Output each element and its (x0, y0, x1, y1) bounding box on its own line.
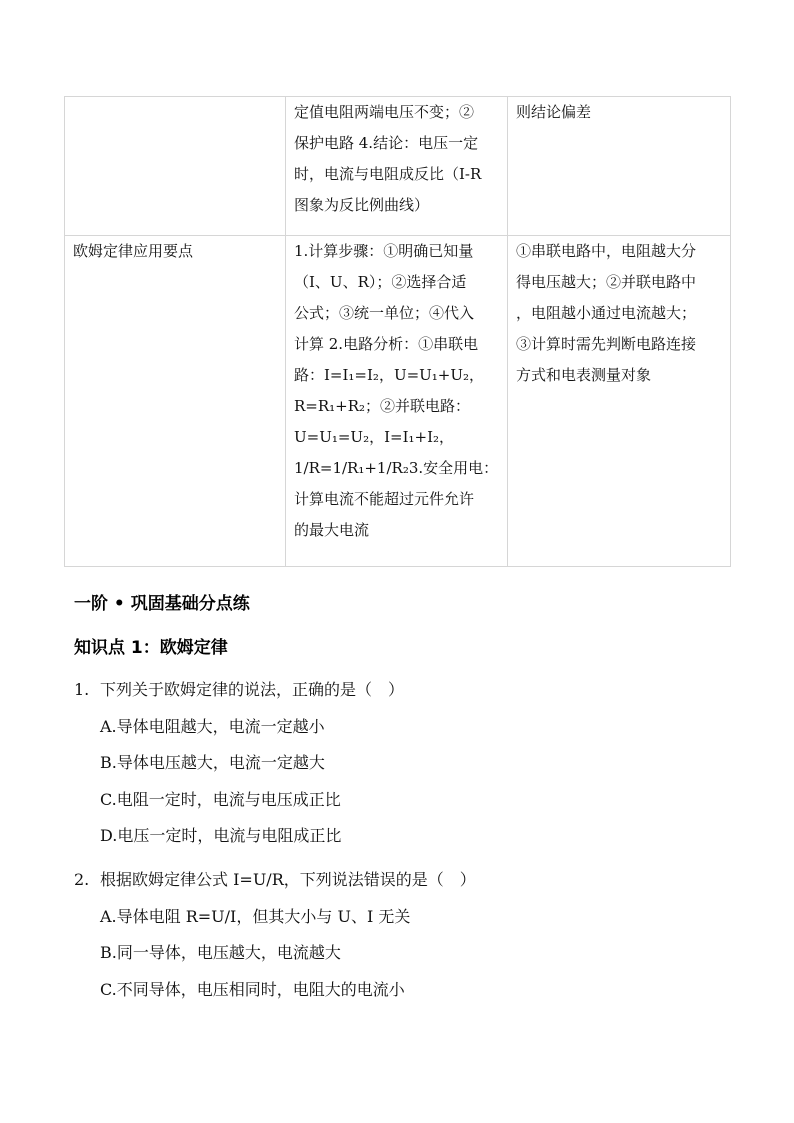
question-number: 2. (74, 870, 90, 889)
option-b[interactable]: B.同一导体，电压越大，电流越大 (100, 943, 341, 962)
option-a[interactable]: A.导体电阻 R=U/I，但其大小与 U、I 无关 (100, 907, 411, 926)
knowledge-point-title: 知识点 1：欧姆定律 (74, 638, 228, 658)
content-cell (286, 236, 508, 567)
notes-cell (508, 236, 731, 567)
notes-line: 得电压越大；②并联电路中 (516, 273, 697, 291)
section-title: 一阶 • 巩固基础分点练 (74, 594, 250, 614)
question-number: 1. (74, 680, 90, 699)
option-a[interactable]: A.导体电阻越大，电流一定越小 (100, 717, 325, 736)
content-line: （I、U、R）；②选择合适 (294, 273, 467, 291)
option-c[interactable]: C.电阻一定时，电流与电压成正比 (100, 790, 341, 809)
question-stem: 根据欧姆定律公式 I=U/R，下列说法错误的是（ ） (100, 870, 476, 889)
content-line: R=R₁+R₂；②并联电路： (294, 397, 471, 415)
option-d[interactable]: D.电压一定时，电流与电阻成正比 (100, 826, 342, 845)
content-line: 计算 2.电路分析：①串联电 (294, 335, 479, 353)
content-line: 时，电流与电阻成反比（I-R (294, 165, 482, 183)
notes-line: ，电阻越小通过电流越大； (516, 304, 697, 322)
topic-cell (65, 236, 286, 567)
question-stem: 下列关于欧姆定律的说法，正确的是（ ） (100, 680, 405, 699)
notes-line: 则结论偏差 (516, 103, 592, 121)
notes-line: 方式和电表测量对象 (516, 366, 652, 384)
notes-line: ③计算时需先判断电路连接 (516, 335, 697, 353)
content-line: 图象为反比例曲线） (294, 196, 430, 214)
notes-cell (508, 97, 731, 236)
table-row (65, 97, 731, 236)
content-line: 计算电流不能超过元件允许 (294, 490, 475, 508)
option-c[interactable]: C.不同导体，电压相同时，电阻大的电流小 (100, 980, 405, 999)
content-line: 1.计算步骤：①明确已知量 (294, 242, 474, 260)
notes-line: ①串联电路中，电阻越大分 (516, 242, 697, 260)
content-line: 定值电阻两端电压不变；② (294, 103, 475, 121)
content-line: 的最大电流 (294, 521, 370, 539)
content-cell (286, 97, 508, 236)
content-line: 1/R=1/R₁+1/R₂3.安全用电： (294, 459, 499, 477)
content-line: U=U₁=U₂，I=I₁+I₂， (294, 428, 455, 446)
topic-text: 欧姆定律应用要点 (73, 242, 194, 260)
option-b[interactable]: B.导体电压越大，电流一定越大 (100, 753, 325, 772)
topic-cell (65, 97, 286, 236)
content-line: 保护电路 4.结论：电压一定 (294, 134, 479, 152)
question-2 (74, 867, 476, 890)
knowledge-summary-table (64, 96, 731, 567)
table-row (65, 236, 731, 567)
content-line: 路：I=I₁=I₂，U=U₁+U₂， (294, 366, 485, 384)
content-line: 公式；③统一单位；④代入 (294, 304, 475, 322)
question-1 (74, 677, 404, 700)
